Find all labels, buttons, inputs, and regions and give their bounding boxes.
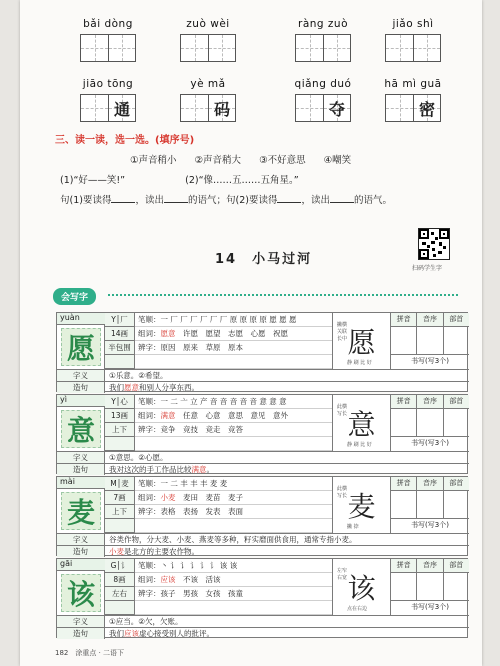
word-pinyin: bǎi dòng bbox=[83, 18, 133, 30]
q2-text-a: 句(1)要读得 bbox=[60, 195, 112, 206]
bushou-field[interactable] bbox=[444, 327, 469, 354]
words-label: 组词： bbox=[138, 411, 161, 420]
answer-fields bbox=[391, 327, 469, 355]
pinyin-field[interactable] bbox=[391, 409, 417, 436]
sentence-label: 造句 bbox=[57, 628, 105, 639]
meaning-text: ①应当。②欠，欠账。 bbox=[109, 617, 183, 626]
sentence-row bbox=[57, 545, 469, 557]
writing-cell[interactable] bbox=[208, 94, 236, 122]
structure: 上下 bbox=[105, 505, 134, 519]
words-label: 组词： bbox=[138, 575, 161, 584]
answer-blank[interactable] bbox=[330, 194, 354, 203]
options-list bbox=[130, 152, 351, 166]
sentence-row bbox=[57, 381, 469, 393]
header-yinxu: 音序 bbox=[417, 559, 443, 572]
lesson-title: 14 小马过河 bbox=[215, 252, 313, 267]
writing-cell[interactable] bbox=[295, 34, 323, 62]
writing-cell[interactable] bbox=[80, 94, 108, 122]
bianzi-line: 辨字：孩子 男孩 女孩 孩童 bbox=[135, 587, 332, 601]
bianzi-line: 辨字：表格 表扬 发表 表面 bbox=[135, 505, 332, 519]
bianzi-line: 辨字：竞争 竞技 竞走 竞答 bbox=[135, 423, 332, 437]
stroke-count: 7画 bbox=[105, 491, 134, 505]
stroke-order: 笔顺：一 二 丰 丰 丰 麦 麦 bbox=[135, 477, 332, 491]
stroke-count: 8画 bbox=[105, 573, 134, 587]
words-list: 不该 活该 bbox=[183, 575, 221, 584]
sentence-label: 造句 bbox=[57, 382, 105, 393]
words-highlight: 愿意 bbox=[160, 329, 176, 338]
stroke-count: 13画 bbox=[105, 409, 134, 423]
header-bushou: 部首 bbox=[444, 477, 469, 490]
sentence-label: 造句 bbox=[57, 464, 105, 475]
pinyin-field[interactable] bbox=[391, 573, 417, 600]
words-label: 组词： bbox=[138, 329, 161, 338]
header-bushou: 部首 bbox=[444, 395, 469, 408]
radical-letter: Y bbox=[111, 397, 116, 406]
header-pinyin: 拼音 bbox=[391, 313, 417, 326]
meaning-text: 谷类作物，分大麦、小麦、燕麦等多种，籽实磨面供食用，通常专指小麦。 bbox=[109, 535, 357, 544]
radical-info: Y│厂 bbox=[105, 313, 134, 327]
question-line-2 bbox=[60, 192, 392, 206]
sentence-highlight: 满意 bbox=[191, 465, 207, 474]
qr-label: 扫码学生字 bbox=[412, 265, 443, 272]
cell-char: 夺 bbox=[328, 99, 345, 119]
header-yinxu: 音序 bbox=[417, 395, 443, 408]
radical-letter: Y bbox=[111, 315, 116, 324]
sentence-pre: 我对这次的手工作品比较 bbox=[109, 465, 192, 474]
answer-fields bbox=[391, 409, 469, 437]
char-details bbox=[135, 477, 333, 533]
words-line bbox=[135, 573, 332, 587]
words-line bbox=[135, 491, 332, 505]
words-line bbox=[135, 327, 332, 341]
words-list: 许愿 愿望 志愿 心愿 祝愿 bbox=[183, 329, 288, 338]
char-pinyin bbox=[57, 477, 105, 489]
word-group bbox=[275, 18, 371, 62]
write-note: 书写(写3个) bbox=[411, 439, 449, 447]
word-pinyin: zuò wèi bbox=[186, 18, 230, 30]
char-details bbox=[135, 559, 333, 615]
character-card bbox=[56, 312, 468, 392]
answer-blank[interactable] bbox=[277, 194, 301, 203]
bianzi-line: 辨字：原因 原来 草原 原本 bbox=[135, 341, 332, 355]
radical-info: M│麦 bbox=[105, 477, 134, 491]
char-big-text: 意 bbox=[347, 408, 376, 441]
side-foot: 点在右边 bbox=[347, 606, 368, 612]
writing-cell[interactable] bbox=[180, 94, 208, 122]
stroke-count: 14画 bbox=[105, 327, 134, 341]
yinxu-field[interactable] bbox=[417, 573, 443, 600]
char-display: 麦 bbox=[61, 492, 101, 530]
sentence-text bbox=[105, 546, 199, 557]
bushou-field[interactable] bbox=[444, 573, 469, 600]
dotted-divider bbox=[108, 294, 458, 296]
answer-fields bbox=[391, 573, 469, 601]
sentence-row bbox=[57, 463, 469, 475]
sentence-label: 造句 bbox=[57, 546, 105, 557]
side-foot: 撇 捺 bbox=[347, 524, 359, 530]
side-foot: 静 刷 比 好 bbox=[347, 360, 372, 366]
char-big-text: 愿 bbox=[347, 326, 376, 359]
question-2: (2)“像……五……五角星。” bbox=[185, 175, 299, 186]
side-note: 撇横关联长中 bbox=[337, 322, 348, 342]
char-display: 该 bbox=[61, 574, 101, 612]
writing-cell[interactable] bbox=[323, 34, 351, 62]
bushou-field[interactable] bbox=[444, 491, 469, 518]
pinyin-field[interactable] bbox=[391, 491, 417, 518]
meta-blank bbox=[105, 601, 134, 615]
write-note: 书写(写3个) bbox=[411, 357, 449, 365]
writing-cell[interactable] bbox=[80, 34, 108, 62]
answer-headers bbox=[391, 559, 469, 573]
meaning-row bbox=[57, 451, 469, 463]
q2-text-c: 的语气；句(2)要读得 bbox=[187, 195, 278, 206]
yinxu-field[interactable] bbox=[417, 327, 443, 354]
sentence-post: 是北方的主要农作物。 bbox=[124, 547, 199, 556]
radical-info: G│讠 bbox=[105, 559, 134, 573]
side-note: 此横写长 bbox=[337, 486, 348, 499]
char-meta bbox=[105, 395, 135, 451]
word-group bbox=[365, 78, 461, 122]
word-pinyin: jiāo tōng bbox=[82, 78, 134, 90]
sentence-text bbox=[105, 628, 214, 639]
sentence-highlight: 应该 bbox=[124, 629, 139, 638]
words-label: 组词： bbox=[138, 493, 161, 502]
word-pinyin: hā mì guā bbox=[384, 78, 442, 90]
sentence-post: 和别人分享东西。 bbox=[139, 383, 199, 392]
meaning-label: 字义 bbox=[57, 616, 105, 627]
char-pinyin bbox=[57, 395, 105, 407]
meaning-row bbox=[57, 533, 469, 545]
question-line-1 bbox=[60, 172, 299, 186]
meaning-row bbox=[57, 615, 469, 627]
answer-blank[interactable] bbox=[164, 194, 188, 203]
header-bushou: 部首 bbox=[444, 559, 469, 572]
write-characters-tag: 会写字 bbox=[53, 288, 96, 305]
char-meta bbox=[105, 313, 135, 369]
header-yinxu: 音序 bbox=[417, 477, 443, 490]
character-card bbox=[56, 394, 468, 474]
char-meta bbox=[105, 477, 135, 533]
writing-cell[interactable] bbox=[108, 34, 136, 62]
side-note: 左窄右宽 bbox=[337, 568, 348, 581]
q2-text-e: 的语气。 bbox=[353, 195, 392, 206]
sentence-post: 虚心接受别人的批评。 bbox=[139, 629, 214, 638]
bushou-field[interactable] bbox=[444, 409, 469, 436]
word-group bbox=[160, 18, 256, 62]
radical-info: Y│心 bbox=[105, 395, 134, 409]
words-list: 麦田 麦苗 麦子 bbox=[183, 493, 243, 502]
char-big-text: 麦 bbox=[347, 490, 376, 523]
stroke-order: 笔顺：丶 讠 讠 讠 讠 讠 该 该 bbox=[135, 559, 332, 573]
side-foot: 静 刷 比 好 bbox=[347, 442, 372, 448]
meaning-label: 字义 bbox=[57, 534, 105, 545]
sentence-highlight: 小麦 bbox=[109, 547, 124, 556]
meaning-label: 字义 bbox=[57, 370, 105, 381]
radical-letter: G bbox=[110, 561, 117, 570]
sentence-text bbox=[105, 464, 214, 475]
writing-cell[interactable] bbox=[385, 34, 413, 62]
answer-area bbox=[391, 477, 469, 533]
character-card bbox=[56, 476, 468, 556]
char-meta bbox=[105, 559, 135, 615]
write-note: 书写(写3个) bbox=[411, 603, 449, 611]
char-display: 愿 bbox=[61, 328, 101, 366]
q2-text-b: ，读出 bbox=[135, 195, 164, 206]
cell-char: 通 bbox=[113, 99, 130, 119]
answer-area bbox=[391, 395, 469, 451]
question-1: (1)“好——笑!” bbox=[60, 175, 126, 186]
words-line bbox=[135, 409, 332, 423]
word-pinyin: qiǎng duó bbox=[294, 78, 352, 90]
section-3-title: 三、读一读，选一选。(填序号) bbox=[55, 135, 195, 146]
char-box bbox=[57, 559, 105, 615]
pinyin-text: yì bbox=[60, 395, 67, 404]
pinyin-field[interactable] bbox=[391, 327, 417, 354]
sentence-highlight: 愿意 bbox=[124, 383, 139, 392]
qr-code-icon[interactable] bbox=[418, 228, 450, 260]
radical: 心 bbox=[120, 397, 128, 406]
writing-cell[interactable] bbox=[385, 94, 413, 122]
word-group bbox=[160, 78, 256, 122]
sentence-pre: 我们 bbox=[109, 383, 124, 392]
cell-char: 密 bbox=[418, 99, 435, 119]
pinyin-text: yuàn bbox=[60, 313, 80, 322]
meaning-text: ①意思。②心愿。 bbox=[109, 453, 168, 462]
structure: 左右 bbox=[105, 587, 134, 601]
header-pinyin: 拼音 bbox=[391, 395, 417, 408]
answer-blank[interactable] bbox=[111, 194, 135, 203]
option-2: ②声音稍大 bbox=[194, 155, 242, 166]
radical: 讠 bbox=[120, 561, 129, 570]
meaning-label: 字义 bbox=[57, 452, 105, 463]
header-pinyin: 拼音 bbox=[391, 477, 417, 490]
word-group bbox=[60, 18, 156, 62]
char-details bbox=[135, 395, 333, 451]
pinyin-text: mài bbox=[60, 477, 75, 486]
stroke-order: 笔顺：一 二 亠 立 产 音 音 音 音 音 意 意 意 bbox=[135, 395, 332, 409]
word-group bbox=[275, 78, 371, 122]
words-list: 任意 心意 意思 意见 意外 bbox=[183, 411, 288, 420]
char-display: 意 bbox=[61, 410, 101, 448]
meta-blank bbox=[105, 437, 134, 451]
word-group bbox=[365, 18, 461, 62]
char-box bbox=[57, 313, 105, 369]
word-pinyin: yè mǎ bbox=[190, 78, 226, 90]
answer-headers bbox=[391, 395, 469, 409]
cell-char: 码 bbox=[213, 99, 230, 119]
character-card bbox=[56, 558, 468, 638]
char-big-text: 该 bbox=[347, 572, 376, 605]
char-pinyin bbox=[57, 559, 105, 571]
writing-cell[interactable] bbox=[108, 94, 136, 122]
sentence-row bbox=[57, 627, 469, 639]
stroke-order: 笔顺：一 厂 厂 厂 厂 厂 厂 原 原 原 原 愿 愿 愿 bbox=[135, 313, 332, 327]
details-blank bbox=[135, 437, 332, 451]
meaning-text: ①乐意。②希望。 bbox=[109, 371, 168, 380]
structure: 上下 bbox=[105, 423, 134, 437]
radical: 厂 bbox=[120, 315, 128, 324]
side-note: 此横写长 bbox=[337, 404, 348, 417]
structure: 半包围 bbox=[105, 341, 134, 355]
answer-headers bbox=[391, 313, 469, 327]
header-bushou: 部首 bbox=[444, 313, 469, 326]
meta-blank bbox=[105, 519, 134, 533]
header-yinxu: 音序 bbox=[417, 313, 443, 326]
words-highlight: 应该 bbox=[160, 575, 176, 584]
details-blank bbox=[135, 355, 332, 369]
option-4: ④嘲笑 bbox=[323, 155, 352, 166]
sentence-text bbox=[105, 382, 199, 393]
char-box bbox=[57, 395, 105, 451]
answer-headers bbox=[391, 477, 469, 491]
yinxu-field[interactable] bbox=[417, 409, 443, 436]
meta-blank bbox=[105, 355, 134, 369]
details-blank bbox=[135, 519, 332, 533]
pinyin-text: gāi bbox=[60, 559, 73, 568]
sentence-post: 。 bbox=[206, 465, 214, 474]
writing-cell[interactable] bbox=[295, 94, 323, 122]
answer-area bbox=[391, 313, 469, 369]
word-pinyin: ràng zuò bbox=[298, 18, 348, 30]
radical: 麦 bbox=[121, 479, 129, 488]
yinxu-field[interactable] bbox=[417, 491, 443, 518]
answer-area bbox=[391, 559, 469, 615]
writing-cell[interactable] bbox=[413, 94, 441, 122]
words-highlight: 满意 bbox=[160, 411, 176, 420]
char-details bbox=[135, 313, 333, 369]
word-group bbox=[60, 78, 156, 122]
answer-fields bbox=[391, 491, 469, 519]
meaning-row bbox=[57, 369, 469, 381]
writing-cell[interactable] bbox=[180, 34, 208, 62]
write-note: 书写(写3个) bbox=[411, 521, 449, 529]
char-pinyin bbox=[57, 313, 105, 325]
option-3: ③不好意思 bbox=[259, 155, 306, 166]
option-1: ①声音稍小 bbox=[130, 155, 177, 166]
details-blank bbox=[135, 601, 332, 615]
page-footer: 182 涂重点 · 二语下 bbox=[55, 649, 125, 657]
words-highlight: 小麦 bbox=[160, 493, 176, 502]
word-pinyin: jiǎo shì bbox=[392, 18, 434, 30]
header-pinyin: 拼音 bbox=[391, 559, 417, 572]
workbook-page bbox=[20, 0, 482, 666]
radical-letter: M bbox=[110, 479, 117, 488]
sentence-pre: 我们 bbox=[109, 629, 124, 638]
writing-cell[interactable] bbox=[413, 34, 441, 62]
char-box bbox=[57, 477, 105, 533]
writing-cell[interactable] bbox=[208, 34, 236, 62]
writing-cell[interactable] bbox=[323, 94, 351, 122]
q2-text-d: ，读出 bbox=[301, 195, 330, 206]
